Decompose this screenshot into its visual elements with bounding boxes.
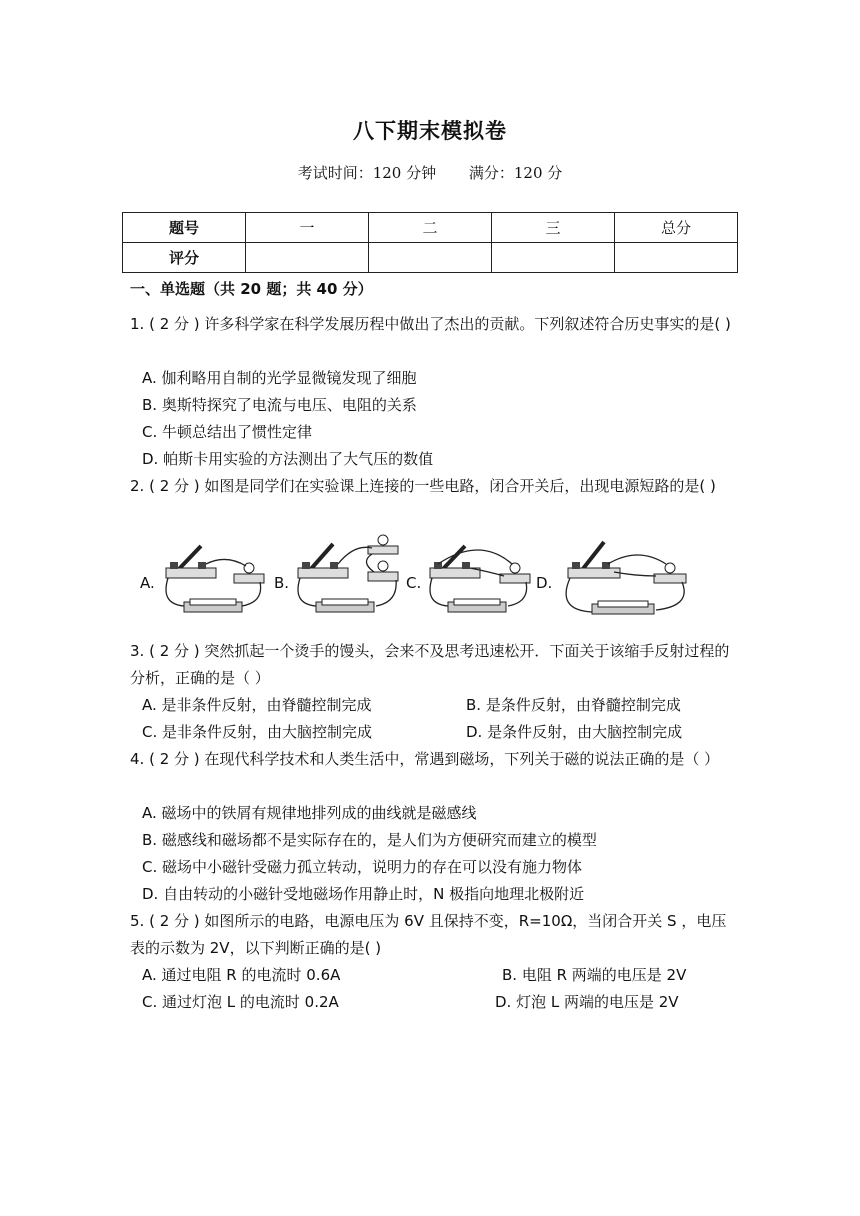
question-1-stem: 1. ( 2 分 ) 许多科学家在科学发展历程中做出了杰出的贡献。下列叙述符合历史事实的是( ) [130,315,731,333]
score-table [122,212,738,273]
circuit-diagram-b [288,532,404,622]
question-2-stem: 2. ( 2 分 ) 如图是同学们在实验课上连接的一些电路，闭合开关后，出现电源短路的是( ) [130,477,716,495]
score-table-header-row [123,213,738,243]
question-2-option-d[interactable]: D. [536,574,553,592]
question-3-option-c[interactable]: C. 是非条件反射，由大脑控制完成 [142,723,373,741]
question-2-option-c[interactable]: C. [406,574,422,592]
exam-time: 考试时间：120 分钟 [297,164,437,182]
score-table-cell: 一 [246,213,369,243]
question-2-option-b[interactable]: B. [274,574,290,592]
score-table-cell: 总分 [615,213,738,243]
score-table-cell: 三 [492,213,615,243]
question-3-option-d[interactable]: D. 是条件反射，由大脑控制完成 [466,723,683,741]
question-1-option-a[interactable]: A. 伽利略用自制的光学显微镜发现了细胞 [142,369,417,387]
question-5-stem: 5. ( 2 分 ) 如图所示的电路，电源电压为 6V 且保持不变，R=10Ω，当闭合开关 S ，电压表的示数为 2V，以下判断正确的是( ) [130,912,727,957]
question-1-option-c[interactable]: C. 牛顿总结出了惯性定律 [142,423,313,441]
full-score: 满分：120 分 [468,164,563,182]
question-1-option-d[interactable]: D. 帕斯卡用实验的方法测出了大气压的数值 [142,450,434,468]
circuit-diagram-d [552,532,698,622]
circuit-diagram-c [420,532,534,622]
question-3-stem: 3. ( 2 分 ) 突然抓起一个烫手的馒头，会来不及思考迅速松开．下面关于该缩手反射过程的分析，正确的是（ ） [130,642,730,687]
circuit-figures [138,532,698,622]
score-blank-cell[interactable] [492,243,615,273]
score-row-label: 评分 [123,243,246,273]
question-1-option-b[interactable]: B. 奥斯特探究了电流与电压、电阻的关系 [142,396,417,414]
question-2-option-a[interactable]: A. [140,574,155,592]
question-4-option-d[interactable]: D. 自由转动的小磁针受地磁场作用静止时，N 极指向地理北极附近 [142,885,585,903]
circuit-diagram-a [156,532,268,622]
question-4-option-c[interactable]: C. 磁场中小磁针受磁力孤立转动，说明力的存在可以没有施力物体 [142,858,583,876]
page-title: 八下期末模拟卷 [353,119,507,143]
exam-info [0,162,860,183]
score-table-cell: 题号 [123,213,246,243]
question-4-stem: 4. ( 2 分 ) 在现代科学技术和人类生活中，常遇到磁场，下列关于磁的说法正确的是（ ） [130,750,720,768]
score-table-cell: 二 [369,213,492,243]
question-5-option-c[interactable]: C. 通过灯泡 L 的电流时 0.2A [142,993,339,1011]
question-3-option-b[interactable]: B. 是条件反射，由脊髓控制完成 [466,696,681,714]
question-4-option-b[interactable]: B. 磁感线和磁场都不是实际存在的，是人们为方便研究而建立的模型 [142,831,597,849]
question-5-option-d[interactable]: D. 灯泡 L 两端的电压是 2V [495,993,679,1011]
question-5-option-a[interactable]: A. 通过电阻 R 的电流时 0.6A [142,966,341,984]
question-3-option-a[interactable]: A. 是非条件反射，由脊髓控制完成 [142,696,372,714]
score-blank-cell[interactable] [246,243,369,273]
score-table-score-row [123,243,738,273]
question-5-option-b[interactable]: B. 电阻 R 两端的电压是 2V [502,966,687,984]
score-blank-cell[interactable] [369,243,492,273]
score-blank-cell[interactable] [615,243,738,273]
question-4-option-a[interactable]: A. 磁场中的铁屑有规律地排列成的曲线就是磁感线 [142,804,477,822]
section-heading: 一、单选题（共 20 题；共 40 分） [130,280,373,298]
